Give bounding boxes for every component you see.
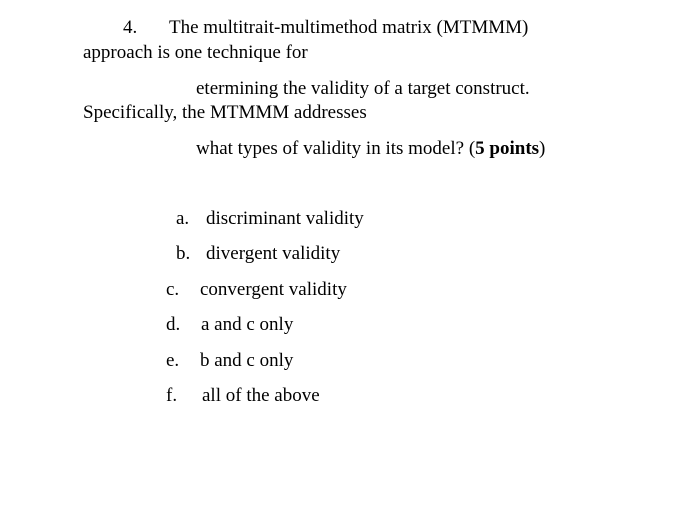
question-text-1: The multitrait-multimethod matrix (MTMMM)	[169, 17, 529, 38]
question-number: 4.	[123, 17, 138, 38]
option-marker: f.	[166, 385, 178, 406]
option-text: divergent validity	[206, 243, 341, 264]
points-label: 5 points	[475, 138, 540, 159]
option-b	[176, 243, 340, 265]
option-text: convergent validity	[200, 279, 347, 300]
question-text-5: what types of validity in its model? (	[196, 138, 476, 159]
option-a	[176, 208, 364, 230]
option-marker: e.	[166, 350, 180, 371]
question-line-5	[196, 138, 545, 160]
option-e	[166, 350, 293, 372]
option-f	[166, 385, 320, 407]
option-text: discriminant validity	[206, 208, 364, 229]
question-line-4: Specifically, the MTMMM addresses	[83, 102, 367, 123]
option-d	[166, 314, 293, 336]
option-text: b and c only	[200, 350, 294, 371]
question-text-5-end: )	[539, 138, 546, 159]
question-line-2: approach is one technique for	[83, 42, 308, 63]
option-marker: b.	[176, 243, 191, 264]
question-line-1	[123, 17, 528, 39]
option-c	[166, 279, 347, 301]
option-text: all of the above	[202, 385, 320, 406]
option-marker: a.	[176, 208, 190, 229]
question-line-3: etermining the validity of a target construct.	[196, 78, 530, 99]
option-marker: d.	[166, 314, 181, 335]
option-marker: c.	[166, 279, 180, 300]
option-text: a and c only	[201, 314, 294, 335]
